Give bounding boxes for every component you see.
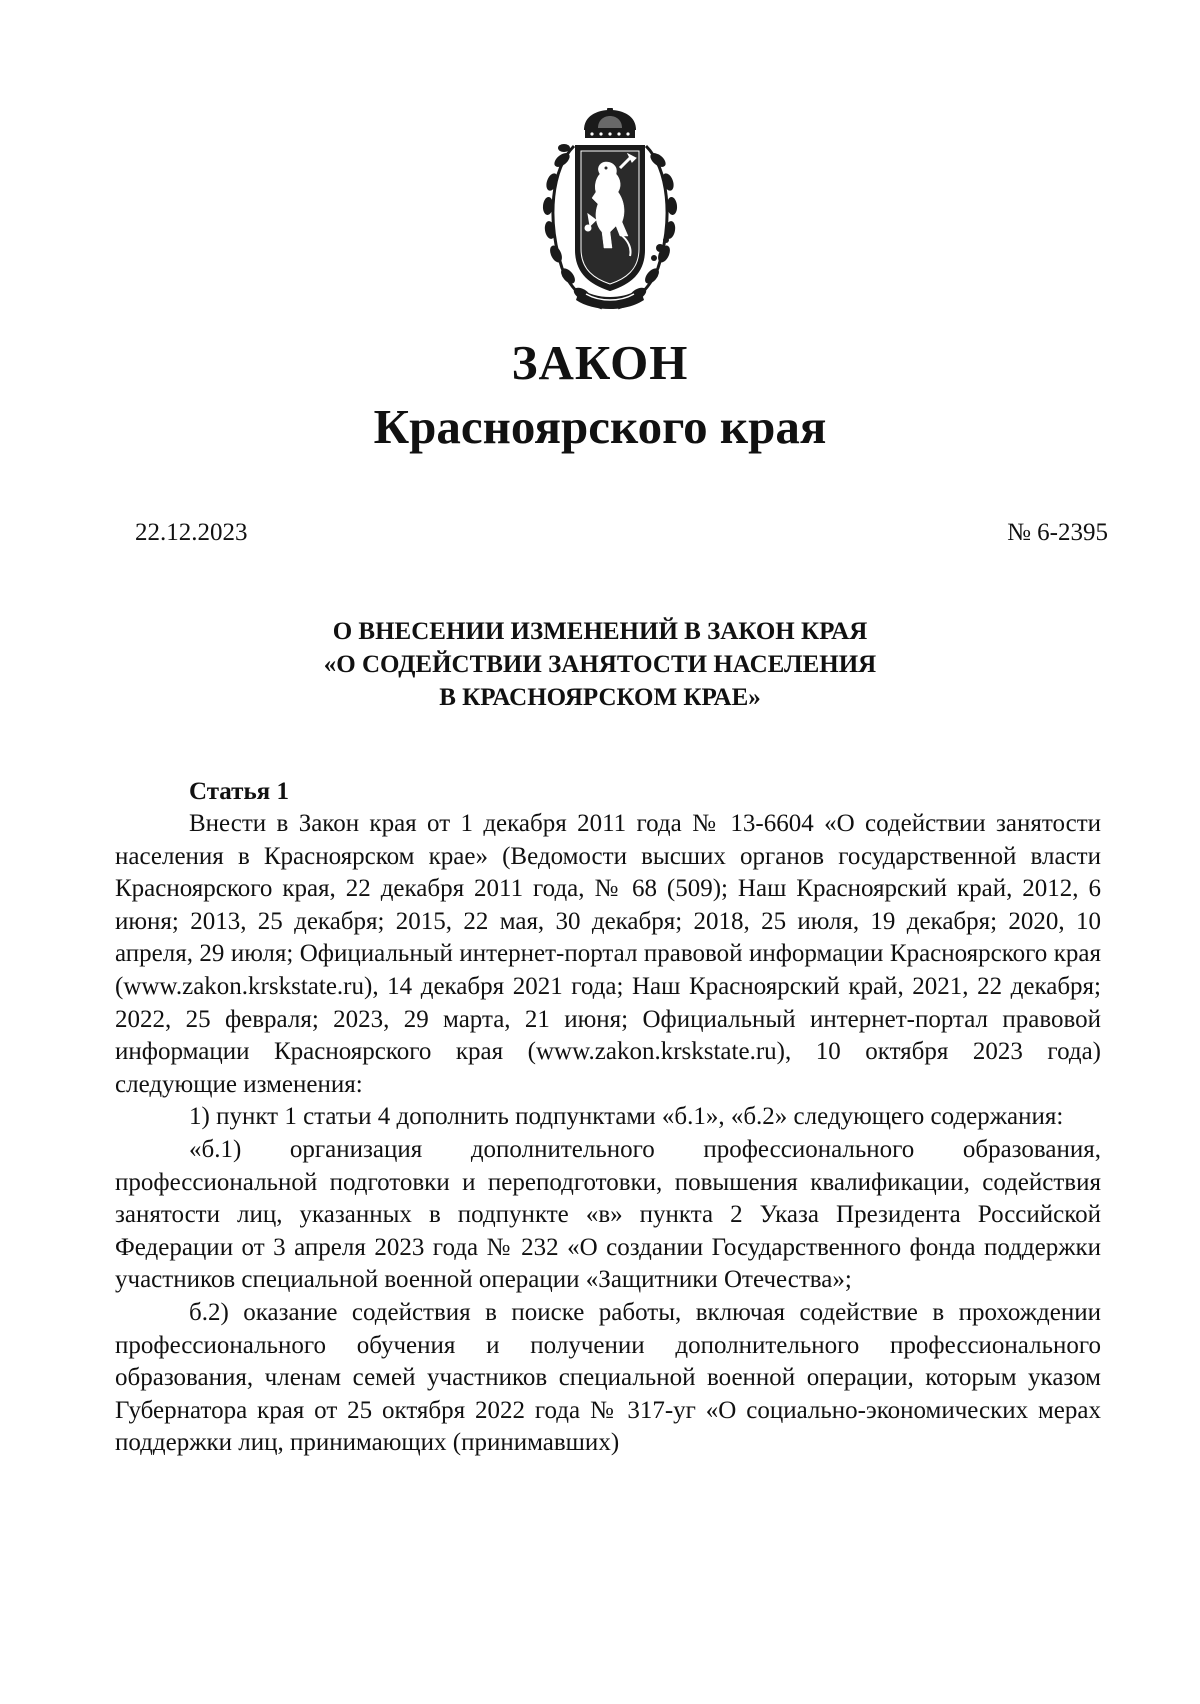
article-paragraph: б.2) оказание содействия в поиске работы, включая содействие в прохождении профессионального обучения и получении дополнительного профессионального образования, членам семей участников специальной военной операции, которым указом Губернатора края от 25 октября 2022 года № 317-уг «О социально-экономических мерах поддержки лиц, принимающих (принимавших) [115,1298,1101,1457]
law-title-line: «О СОДЕЙСТВИИ ЗАНЯТОСТИ НАСЕЛЕНИЯ [323,651,877,678]
law-title [0,615,1200,714]
document-title: ЗАКОН [511,335,689,390]
article-heading: Статья 1 [189,778,289,805]
document-subtitle: Красноярского края [373,399,827,454]
law-title-line: В КРАСНОЯРСКОМ КРАЕ» [439,684,761,711]
law-title-line: О ВНЕСЕНИИ ИЗМЕНЕНИЙ В ЗАКОН КРАЯ [332,618,868,645]
article-paragraph: «б.1) организация дополнительного профессионального образования, профессиональной подготовки и переподготовки, повышения квалификации, содействия занятости лиц, указанных в подпункте «в» пункта 2 Указа Президента Российской Федерации от 3 апреля 2023 года № 232 «О создании Государственного фонда поддержки участников специальной военной операции «Защитники Отечества»; [115,1135,1101,1294]
document-date: 22.12.2023 [135,519,248,546]
article-paragraph: 1) пункт 1 статьи 4 дополнить подпунктами «б.1», «б.2» следующего содержания: [189,1103,1064,1131]
document-number: № 6-2395 [1007,519,1108,546]
coat-of-arms-krasnoyarsk-icon [540,108,680,323]
article-body [115,808,1101,1460]
article-paragraph: Внести в Закон края от 1 декабря 2011 года № 13-6604 «О содействии занятости населения в Красноярском крае» (Ведомости высших органов государственной власти Красноярского края, 22 декабря 2011 года, № 68 (509); Наш Красноярский край, 2012, 6 июня; 2013, 25 декабря; 2015, 22 мая, 30 декабря; 2018, 25 июля, 19 декабря; 2020, 10 апреля, 29 июля; Официальный интернет-портал правовой информации Красноярского края (www.zakon.krskstate.ru), 14 декабря 2021 года; Наш Красноярский край, 2021, 22 декабря; 2022, 25 февраля; 2023, 29 марта, 21 июня; Официальный интернет-портал правовой информации Красноярского края (www.zakon.krskstate.ru), 10 октября 2023 года) следующие изменения: [115,810,1101,1098]
